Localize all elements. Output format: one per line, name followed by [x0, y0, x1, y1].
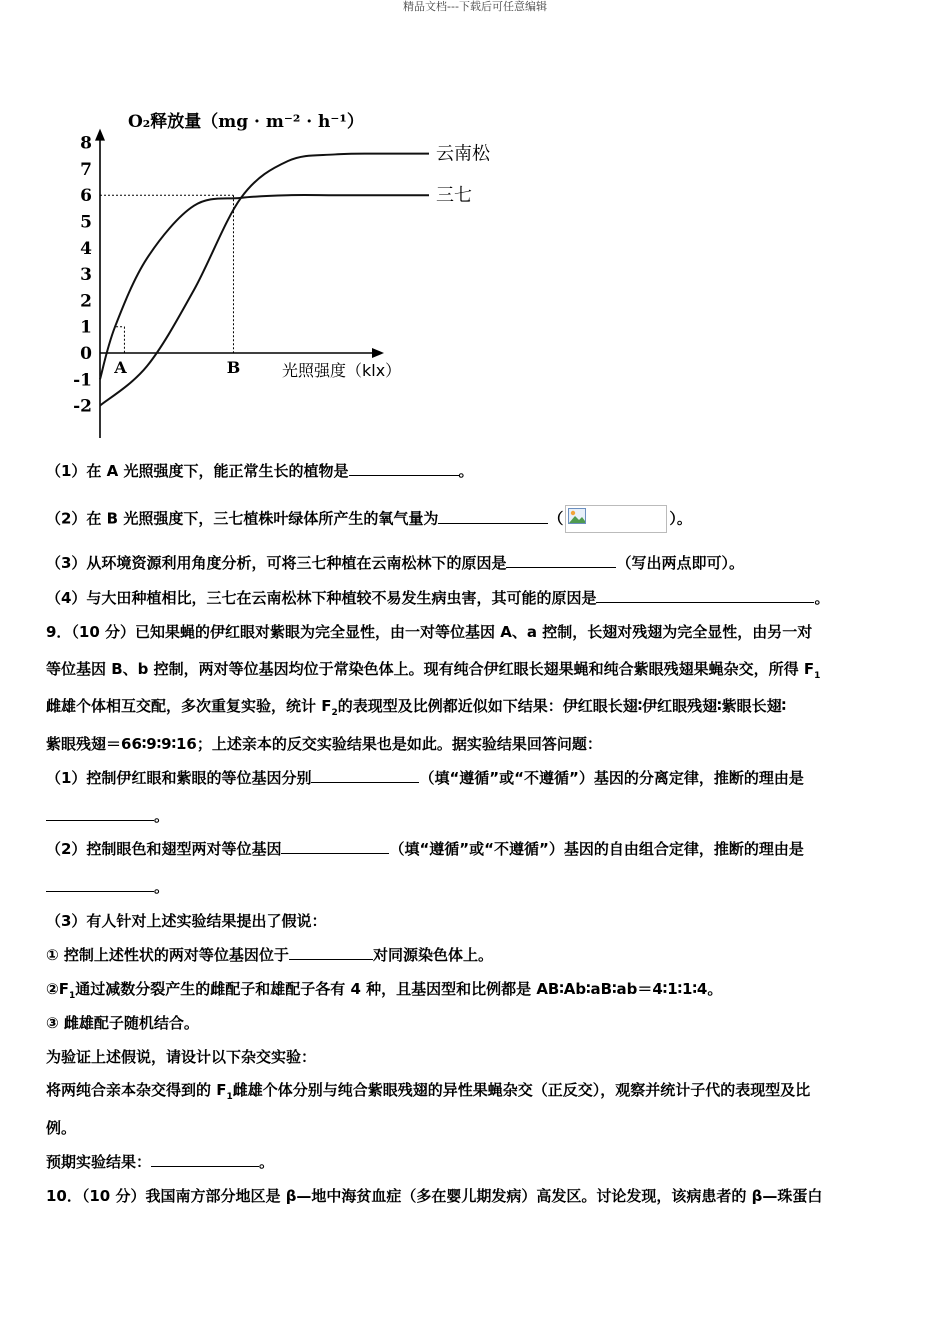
q9-stem-line3: 雌雄个体相互交配，多次重复实验，统计 $F_2$的表现型及比例都近似如下结果：伊红眼长翅∶伊红眼残翅∶紫眼长翅∶ — [46, 697, 786, 718]
answer-blank[interactable] — [46, 805, 154, 821]
y-tick-label: -1 — [73, 370, 92, 391]
answer-blank[interactable] — [438, 508, 548, 524]
series-label: 云南松 — [436, 143, 490, 165]
q8-part4: （4）与大田种植相比，三七在云南松林下种植较不易发生病虫害，其可能的原因是 。 — [46, 589, 830, 607]
verify-intro: 为验证上述假说，请设计以下杂交实验： — [46, 1048, 317, 1066]
q9-part3: （3）有人针对上述实验结果提出了假说： — [46, 912, 327, 930]
q8-part3: （3）从环境资源利用角度分析，可将三七种植在云南松林下的原因是 （写出两点即可）。 — [46, 554, 744, 572]
y-tick-label: 6 — [80, 186, 92, 207]
y-tick-label: 1 — [80, 317, 92, 338]
o2-release-chart — [60, 95, 490, 450]
page-header: 精品文档---下载后可任意编辑 — [403, 0, 547, 13]
broken-image-icon — [568, 508, 586, 524]
q9-stem-line1: 9．（10 分）已知果蝇的伊红眼对紫眼为完全显性，由一对等位基因 A、a 控制，长翅对残翅为完全显性，由另一对 — [46, 623, 813, 641]
x-marker-a: A — [114, 358, 127, 377]
y-tick-label: 0 — [80, 344, 92, 364]
q8-part2: （2）在 B 光照强度下，三七植株叶绿体所产生的氧气量为 （ ）。 — [46, 505, 916, 533]
hypothesis-1: ① 控制上述性状的两对等位基因位于 对同源染色体上。 — [46, 946, 493, 964]
y-tick-label: 5 — [80, 212, 92, 233]
answer-blank[interactable] — [151, 1151, 259, 1167]
q9-stem-line4: 紫眼残翅＝66∶9∶9∶16；上述亲本的反交实验结果也是如此。据实验结果回答问题： — [46, 735, 602, 753]
expected-result: 预期实验结果： 。 — [46, 1153, 275, 1171]
verify-method-line1: 将两纯合亲本杂交得到的 $F_1$雌雄个体分别与纯合紫眼残翅的异性果蝇杂交（正反交），观察并统计子代的表现型及比 — [46, 1081, 811, 1102]
answer-blank[interactable] — [349, 460, 459, 476]
answer-blank[interactable] — [311, 767, 419, 783]
answer-blank[interactable] — [506, 552, 616, 568]
q9-part2: （2）控制眼色和翅型两对等位基因 （填“遵循”或“不遵循”）基因的自由组合定律，推断的理由是 — [46, 840, 804, 858]
x-axis-title: 光照强度（klx） — [282, 361, 402, 380]
answer-blank[interactable] — [46, 876, 154, 892]
q9-part1-cont: 。 — [46, 805, 916, 827]
q9-part2-cont: 。 — [46, 876, 916, 898]
q10-stem-line1: 10．（10 分）我国南方部分地区是 β—地中海贫血症（多在婴儿期发病）高发区。讨论发现，该病患者的 β—珠蛋白 — [46, 1187, 823, 1205]
q8-part1: （1）在 A 光照强度下，能正常生长的植物是 。 — [46, 462, 474, 480]
hypothesis-2: $②F_1$通过减数分裂产生的雌配子和雄配子各有 4 种，且基因型和比例都是 AB∶Ab∶aB∶ab＝4∶1∶1∶4。 — [46, 980, 723, 1001]
verify-method-line2: 例。 — [46, 1119, 77, 1137]
x-axis-arrow — [372, 348, 384, 358]
x-marker-b: B — [226, 358, 241, 377]
series-label: 三七 — [436, 185, 472, 207]
answer-blank[interactable] — [289, 944, 373, 960]
hypothesis-3: ③ 雌雄配子随机结合。 — [46, 1014, 199, 1032]
q9-part1: （1）控制伊红眼和紫眼的等位基因分别 （填“遵循”或“不遵循”）基因的分离定律，推断的理由是 — [46, 769, 804, 787]
y-tick-label: 8 — [80, 133, 92, 154]
y-axis-title: O₂释放量（mg · m⁻² · h⁻¹） — [128, 112, 364, 132]
y-tick-label: 2 — [80, 291, 92, 312]
answer-blank[interactable] — [281, 838, 389, 854]
y-tick-label: 4 — [80, 238, 92, 259]
y-axis-arrow — [95, 129, 105, 141]
answer-blank[interactable] — [596, 587, 814, 603]
missing-image-placeholder — [565, 505, 667, 533]
y-tick-label: 3 — [80, 265, 92, 286]
y-tick-label: 7 — [80, 159, 92, 180]
q9-stem-line2: 等位基因 B、b 控制，两对等位基因均位于常染色体上。现有纯合伊红眼长翅果蝇和纯合紫眼残翅果蝇杂交，所得 $F_1$ — [46, 660, 821, 681]
y-tick-label: -2 — [73, 396, 92, 417]
